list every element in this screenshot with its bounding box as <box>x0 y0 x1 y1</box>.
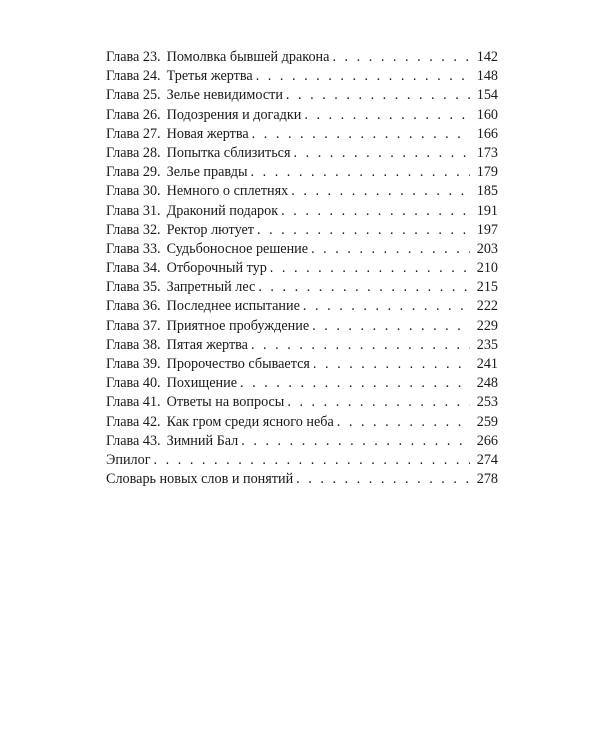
dot-leader <box>296 470 470 489</box>
toc-entry-heading <box>106 240 308 259</box>
toc-entry-heading <box>106 182 288 201</box>
toc-entry-heading <box>106 67 253 86</box>
page-number: 229 <box>476 317 498 334</box>
dot-leader <box>303 297 470 316</box>
dot-leader <box>252 125 470 144</box>
toc-entry-heading <box>106 393 284 412</box>
chapter-number: Глава 35. <box>106 279 161 296</box>
dot-leader <box>313 355 470 374</box>
toc-entry[interactable] <box>106 355 498 374</box>
page-number: 203 <box>476 240 498 257</box>
chapter-title: Зимний Бал <box>166 432 239 449</box>
toc-entry[interactable] <box>106 125 498 144</box>
page-number: 185 <box>476 183 498 200</box>
dot-leader <box>251 163 471 182</box>
toc-entry[interactable] <box>106 374 498 393</box>
chapter-title: Как гром среди ясного неба <box>166 413 334 430</box>
chapter-number: Глава 34. <box>106 260 161 277</box>
chapter-title: Судьбоносное решение <box>166 240 309 257</box>
toc-entry-heading <box>106 413 334 432</box>
dot-leader <box>294 144 471 163</box>
chapter-number: Глава 41. <box>106 394 161 411</box>
toc-entry[interactable] <box>106 163 498 182</box>
toc-entry[interactable] <box>106 144 498 163</box>
chapter-title: Помолвка бывшей дракона <box>166 49 330 65</box>
toc-entry-heading <box>106 144 291 163</box>
chapter-number: Глава 28. <box>106 144 161 161</box>
toc-entry-heading <box>106 125 249 144</box>
dot-leader <box>241 432 470 451</box>
chapter-title: Зелье невидимости <box>166 87 283 104</box>
page-number: 142 <box>476 49 498 65</box>
toc-entry-heading <box>106 297 300 316</box>
page-number: 166 <box>476 125 498 142</box>
chapter-number: Глава 31. <box>106 202 161 219</box>
dot-leader <box>291 182 470 201</box>
chapter-title: Драконий подарок <box>166 202 279 219</box>
chapter-title: Ректор лютует <box>166 221 254 238</box>
chapter-title: Зелье правды <box>166 164 248 181</box>
chapter-number: Глава 40. <box>106 375 161 392</box>
toc-entry-heading <box>106 221 254 240</box>
chapter-number: Глава 29. <box>106 164 161 181</box>
dot-leader <box>332 48 470 67</box>
page-number: 222 <box>476 298 498 315</box>
dot-leader <box>251 336 470 355</box>
chapter-title: Пятая жертва <box>166 336 248 353</box>
dot-leader <box>258 278 470 297</box>
toc-entry-heading <box>106 86 283 105</box>
toc-entry-heading <box>106 106 301 125</box>
chapter-title: Запретный лес <box>166 279 256 296</box>
chapter-number: Глава 23. <box>106 49 161 65</box>
toc-entry[interactable] <box>106 413 498 432</box>
chapter-number: Глава 24. <box>106 68 161 85</box>
page-number: 197 <box>476 221 498 238</box>
chapter-number: Глава 30. <box>106 183 161 200</box>
toc-entry-epilogue[interactable] <box>106 451 498 470</box>
page-number: 241 <box>476 356 498 372</box>
chapter-number: Глава 32. <box>106 221 161 238</box>
chapter-title: Пророчество сбывается <box>166 356 310 372</box>
toc-entry[interactable] <box>106 48 498 67</box>
chapter-number: Глава 27. <box>106 125 161 142</box>
page-number: 154 <box>476 87 498 104</box>
toc-entry[interactable] <box>106 336 498 355</box>
dot-leader <box>257 221 470 240</box>
chapter-title: Третья жертва <box>166 68 253 85</box>
chapter-title: Похищение <box>166 375 237 392</box>
chapter-title: Словарь новых слов и понятий <box>106 471 294 488</box>
dot-leader <box>304 106 470 125</box>
chapter-number: Глава 25. <box>106 87 161 104</box>
toc-entry[interactable] <box>106 86 498 105</box>
chapter-title: Немного о сплетнях <box>166 183 289 200</box>
page-number: 259 <box>476 413 498 430</box>
page-number: 173 <box>476 144 498 161</box>
dot-leader <box>240 374 470 393</box>
toc-entry[interactable] <box>106 317 498 336</box>
page-number: 248 <box>476 375 498 392</box>
chapter-title: Приятное пробуждение <box>166 317 310 334</box>
toc-entry[interactable] <box>106 221 498 240</box>
toc-entry[interactable] <box>106 432 498 451</box>
page-number: 215 <box>476 279 498 296</box>
toc-entry-heading <box>106 48 329 67</box>
page-number: 160 <box>476 106 498 123</box>
chapter-title: Попытка сблизиться <box>166 144 291 161</box>
toc-entry[interactable] <box>106 240 498 259</box>
page-number: 179 <box>476 164 498 181</box>
chapter-title: Отборочный тур <box>166 260 267 277</box>
toc-entry[interactable] <box>106 393 498 412</box>
page-number: 235 <box>476 336 498 353</box>
toc-entry-heading <box>106 432 238 451</box>
dot-leader <box>337 413 470 432</box>
page-number: 210 <box>476 260 498 277</box>
page-number: 274 <box>476 451 498 468</box>
page-number: 266 <box>476 432 498 449</box>
chapter-number: Глава 36. <box>106 298 161 315</box>
chapter-title: Эпилог <box>106 451 151 468</box>
toc-entry-heading <box>106 278 255 297</box>
chapter-title: Новая жертва <box>166 125 249 142</box>
page-number: 253 <box>476 394 498 411</box>
chapter-number: Глава 38. <box>106 336 161 353</box>
page-number: 148 <box>476 68 498 85</box>
toc-entry-heading <box>106 317 309 336</box>
chapter-title: Ответы на вопросы <box>166 394 285 411</box>
dot-leader <box>281 202 470 221</box>
toc-entry[interactable] <box>106 259 498 278</box>
toc-entry-heading <box>106 259 267 278</box>
page-number: 278 <box>476 471 498 488</box>
chapter-number: Глава 26. <box>106 106 161 123</box>
toc-entry[interactable] <box>106 202 498 221</box>
toc-entry[interactable] <box>106 67 498 86</box>
dot-leader <box>286 86 470 105</box>
toc-entry-heading <box>106 374 237 393</box>
table-of-contents <box>106 48 498 489</box>
dot-leader <box>256 67 470 86</box>
dot-leader <box>270 259 470 278</box>
chapter-title: Подозрения и догадки <box>166 106 302 123</box>
chapter-number: Глава 42. <box>106 413 161 430</box>
page-number: 191 <box>476 202 498 219</box>
toc-entry-glossary[interactable] <box>106 470 498 489</box>
toc-entry[interactable] <box>106 106 498 125</box>
chapter-number: Глава 39. <box>106 356 161 372</box>
dot-leader <box>154 451 470 470</box>
toc-entry[interactable] <box>106 297 498 316</box>
toc-entry-heading <box>106 163 248 182</box>
chapter-number: Глава 43. <box>106 432 161 449</box>
dot-leader <box>287 393 470 412</box>
dot-leader <box>311 240 470 259</box>
toc-entry-heading <box>106 336 248 355</box>
chapter-title: Последнее испытание <box>166 298 300 315</box>
toc-entry[interactable] <box>106 278 498 297</box>
toc-entry-heading <box>106 202 278 221</box>
toc-entry-heading <box>106 470 293 489</box>
dot-leader <box>312 317 470 336</box>
chapter-number: Глава 33. <box>106 240 161 257</box>
toc-entry-heading <box>106 451 151 470</box>
toc-entry-heading <box>106 355 310 374</box>
chapter-number: Глава 37. <box>106 317 161 334</box>
toc-entry[interactable] <box>106 182 498 201</box>
